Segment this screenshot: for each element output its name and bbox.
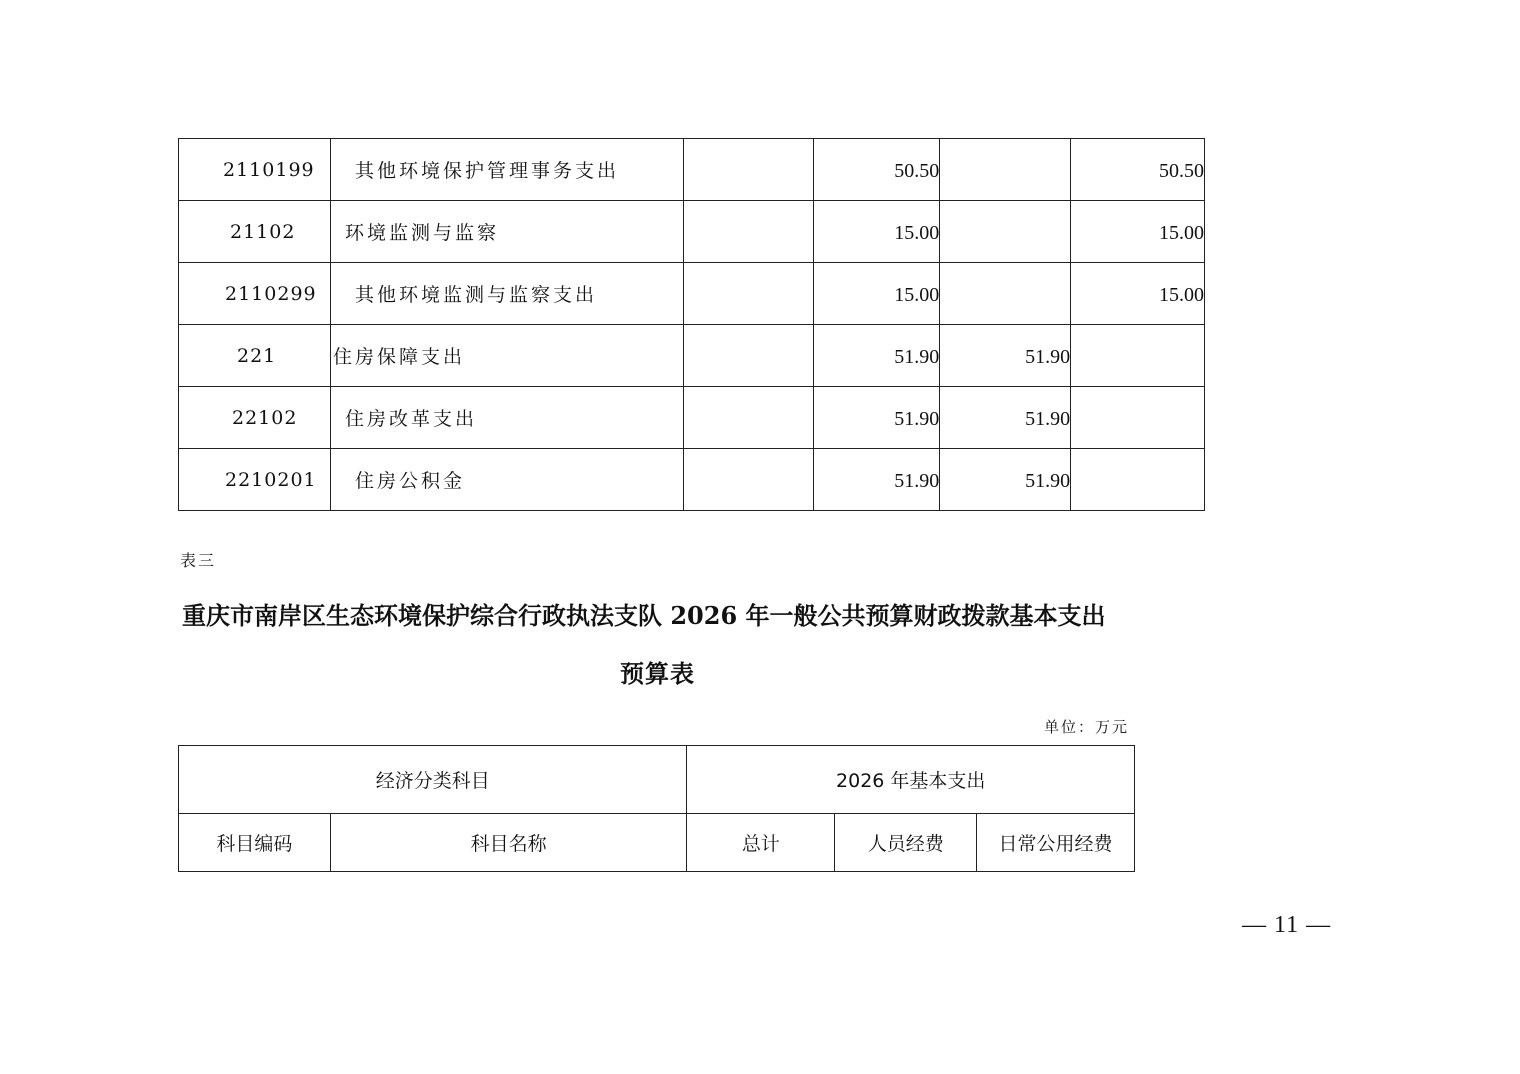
header-subject-name: 科目名称 — [330, 814, 687, 872]
subject-name: 其他环境监测与监察支出 — [330, 263, 683, 325]
table-row — [179, 201, 1205, 263]
subject-name: 住房公积金 — [330, 449, 683, 511]
total-value: 15.00 — [814, 263, 940, 325]
staff-value: 51.90 — [940, 387, 1071, 449]
total-value: 15.00 — [814, 201, 940, 263]
header-subject-code: 科目编码 — [179, 814, 331, 872]
header-row — [179, 814, 1135, 872]
project-value: 15.00 — [1071, 201, 1205, 263]
empty-cell — [683, 387, 814, 449]
staff-value: 51.90 — [940, 449, 1071, 511]
subject-name: 住房保障支出 — [330, 325, 683, 387]
table-label: 表三 — [180, 551, 217, 570]
header-total: 总计 — [687, 814, 835, 872]
project-value — [1071, 449, 1205, 511]
staff-value — [940, 201, 1071, 263]
header-staff-expense: 人员经费 — [835, 814, 977, 872]
page-title: 重庆市南岸区生态环境保护综合行政执法支队 2026 年一般公共预算财政拨款基本支出 — [182, 601, 1106, 630]
empty-cell — [683, 263, 814, 325]
staff-value — [940, 263, 1071, 325]
empty-cell — [683, 325, 814, 387]
page-number: — 11 — — [1242, 912, 1332, 938]
table-row — [179, 387, 1205, 449]
empty-cell — [683, 201, 814, 263]
subject-code: 221 — [179, 325, 331, 387]
staff-value: 51.90 — [940, 325, 1071, 387]
header-row — [179, 746, 1135, 814]
empty-cell — [683, 139, 814, 201]
subject-code: 2110199 — [179, 139, 331, 201]
empty-cell — [683, 449, 814, 511]
basic-expenditure-table — [178, 745, 1135, 872]
table-row — [179, 139, 1205, 201]
total-value: 51.90 — [814, 325, 940, 387]
subject-code: 21102 — [179, 201, 331, 263]
project-value: 50.50 — [1071, 139, 1205, 201]
project-value — [1071, 387, 1205, 449]
total-value: 51.90 — [814, 449, 940, 511]
table-row — [179, 449, 1205, 511]
subject-code: 22102 — [179, 387, 331, 449]
table-row — [179, 325, 1205, 387]
table-row — [179, 263, 1205, 325]
subject-name: 环境监测与监察 — [330, 201, 683, 263]
total-value: 51.90 — [814, 387, 940, 449]
page-title-continued: 预算表 — [620, 659, 695, 688]
project-value: 15.00 — [1071, 263, 1205, 325]
project-value — [1071, 325, 1205, 387]
total-value: 50.50 — [814, 139, 940, 201]
header-economic-category: 经济分类科目 — [179, 746, 687, 814]
subject-name: 住房改革支出 — [330, 387, 683, 449]
budget-table-continued — [178, 138, 1205, 511]
subject-code: 2210201 — [179, 449, 331, 511]
unit-label: 单位：万元 — [1044, 718, 1130, 736]
subject-name: 其他环境保护管理事务支出 — [330, 139, 683, 201]
header-basic-expenditure: 2026 年基本支出 — [687, 746, 1135, 814]
header-daily-expense: 日常公用经费 — [977, 814, 1135, 872]
subject-code: 2110299 — [179, 263, 331, 325]
staff-value — [940, 139, 1071, 201]
